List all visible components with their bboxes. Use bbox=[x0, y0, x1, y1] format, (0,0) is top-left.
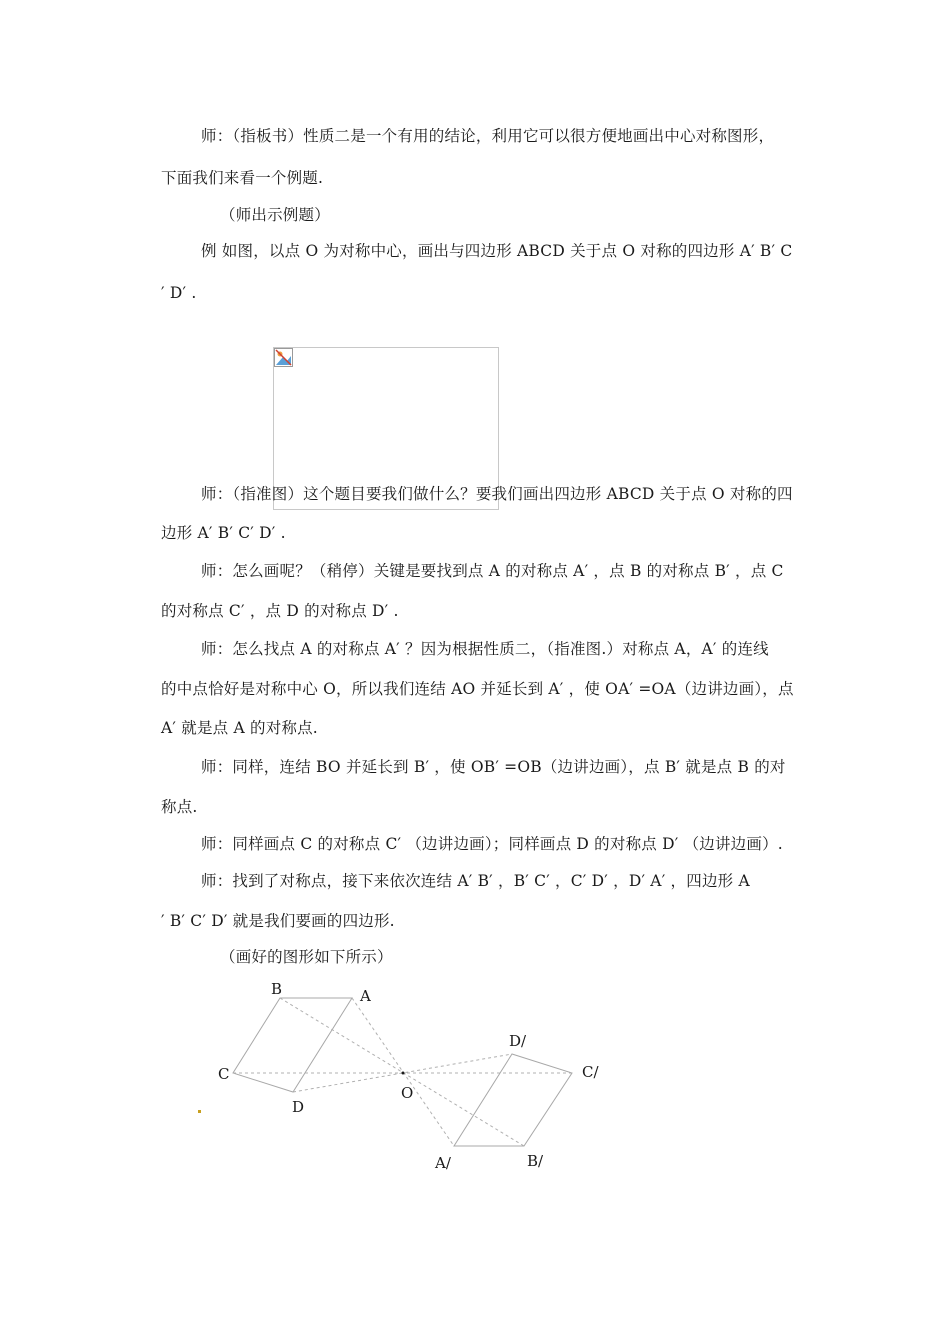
paragraph-line: 例 如图，以点 O 为对称中心，画出与四边形 ABCD 关于点 O 对称的四边形 A′ B′ C bbox=[201, 242, 793, 260]
label-c-prime: C/ bbox=[582, 1063, 599, 1081]
paragraph-line: 师：同样，连结 BO 并延长到 B′ ，使 OB′ =OB（边讲边画），点 B′ 就是点 B 的对 bbox=[201, 758, 786, 776]
label-c: C bbox=[218, 1065, 230, 1083]
paragraph-line: 师：怎么找点 A 的对称点 A′ ？因为根据性质二，（指准图.）对称点 A，A′ 的连线 bbox=[201, 640, 769, 658]
label-o: O bbox=[401, 1084, 414, 1102]
label-b: B bbox=[271, 980, 283, 998]
label-d-prime: D/ bbox=[509, 1032, 527, 1050]
paragraph-line: 的中点恰好是对称中心 O，所以我们连结 AO 并延长到 A′ ，使 OA′ =OA（边讲边画），点 bbox=[161, 680, 794, 698]
paragraph-line: 师：找到了对称点，接下来依次连结 A′ B′ ，B′ C′ ，C′ D′ ，D′ A′ ，四边形 A bbox=[201, 872, 750, 890]
label-a: A bbox=[360, 987, 371, 1005]
paragraph-line: 师：同样画点 C 的对称点 C′ （边讲边画）；同样画点 D 的对称点 D′ （边讲边画）. bbox=[201, 835, 783, 853]
paragraph-line: 师：（指板书）性质二是一个有用的结论，利用它可以很方便地画出中心对称图形， bbox=[201, 127, 775, 145]
paragraph-line: 边形 A′ B′ C′ D′ . bbox=[161, 524, 286, 542]
paragraph-line: ′ B′ C′ D′ 就是我们要画的四边形. bbox=[161, 912, 395, 930]
paragraph-line: ′ D′ . bbox=[161, 284, 197, 302]
label-b-prime: B/ bbox=[527, 1152, 544, 1170]
paragraph-line: 师：（指准图）这个题目要我们做什么？要我们画出四边形 ABCD 关于点 O 对称的四 bbox=[201, 485, 793, 503]
paragraph-line: A′ 就是点 A 的对称点. bbox=[161, 719, 318, 737]
center-point-o bbox=[402, 1072, 405, 1075]
label-d: D bbox=[292, 1098, 305, 1116]
quadrilateral-abcd bbox=[233, 998, 352, 1092]
paragraph-line: （画好的图形如下所示） bbox=[220, 948, 393, 966]
paragraph-line: 称点. bbox=[161, 798, 198, 816]
paragraph-line: （师出示例题） bbox=[220, 206, 330, 224]
paragraph-line: 师：怎么画呢？（稍停）关键是要找到点 A 的对称点 A′ ，点 B 的对称点 B′ ，点 C bbox=[201, 562, 784, 580]
label-a-prime: A/ bbox=[435, 1154, 451, 1172]
quadrilateral-abcd-prime bbox=[454, 1054, 572, 1146]
paragraph-line: 下面我们来看一个例题. bbox=[161, 169, 324, 187]
paragraph-line: 的对称点 C′ ，点 D 的对称点 D′ . bbox=[161, 602, 399, 620]
